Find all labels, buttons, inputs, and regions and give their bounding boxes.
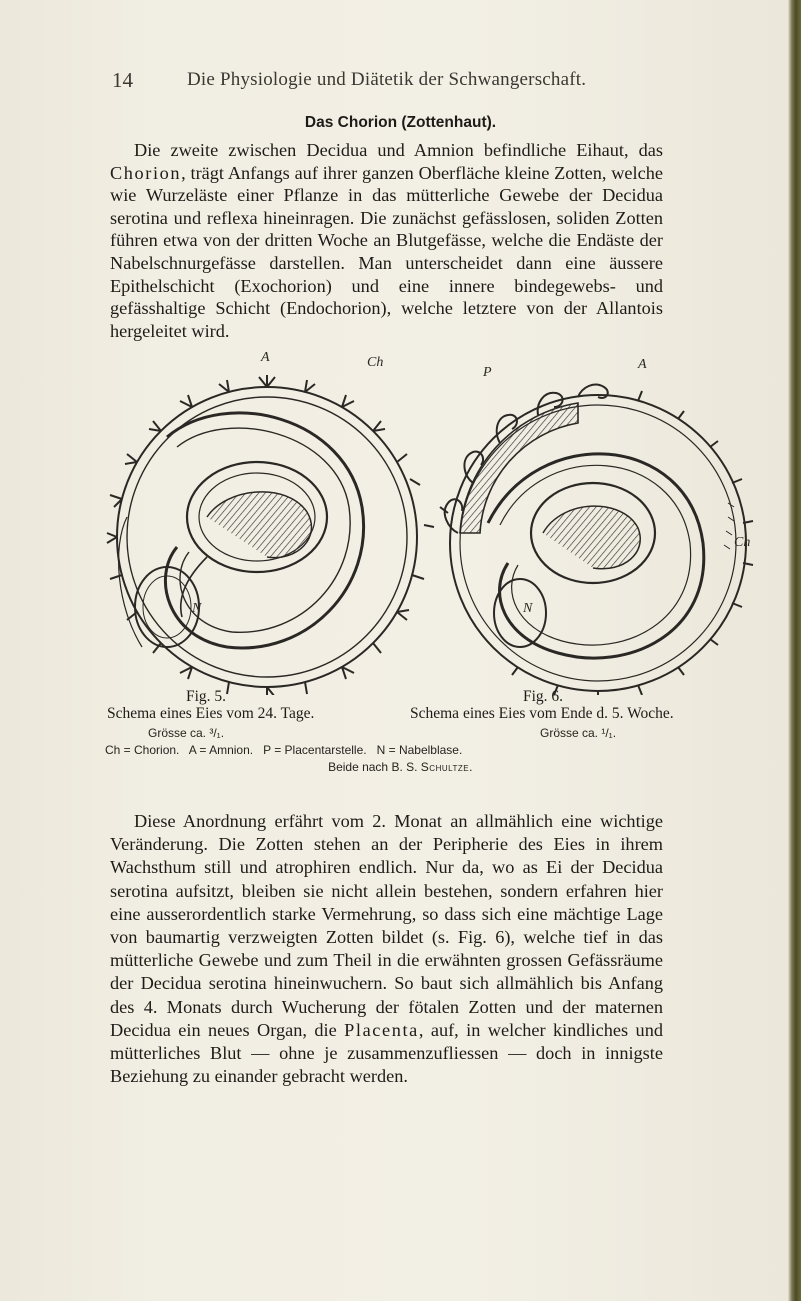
fig5-diagram	[107, 375, 424, 695]
paragraph-chorion	[110, 139, 663, 342]
paragraph-text: , trägt Anfangs auf ihrer ganzen Oberfläche kleine Zotten, welche wie Wurzeläste einer Pflanze in das mütterliche Gewebe der Decidua serotina und reflexa hineinragen. Die zunächst gefässlosen, soliden Zotten führen etwa von der dritten Woche an Blutgefässe, welche die Endäste der Nabelschnurgefässe darstellen. Man unterscheidet dann eine äussere Epithelschicht (Exochorion) und eine innere bindegewebs- und gefässhaltige Schicht (Endochorion), welche letztere von der Allantois hergeleitet wird.	[110, 162, 663, 341]
fig6-number: Fig. 6.	[523, 688, 564, 705]
section-title: Das Chorion (Zottenhaut).	[304, 114, 497, 131]
fig5-title: Schema eines Eies vom 24. Tage.	[107, 705, 315, 722]
fig6-title: Schema eines Eies vom Ende d. 5. Woche.	[410, 705, 674, 722]
figures-block	[100, 350, 790, 695]
figure-source	[0, 760, 801, 774]
fig6-diagram	[410, 385, 753, 695]
fig6-label-amnion: A	[638, 357, 647, 372]
page-number: 14	[112, 68, 133, 92]
paragraph-text: Die zweite zwischen Decidua und Amnion befindliche Eihaut, das	[134, 140, 663, 160]
figure-source-prefix: Beide nach B. S.	[328, 760, 418, 774]
embryo-schema-illustration	[100, 355, 790, 695]
fig5-label-amnion: A	[261, 350, 270, 365]
book-spine-edge	[788, 0, 801, 1301]
paragraph-text: , auf, in welcher kindliches und mütterliches Blut — ohne je zusammenzufliessen — doch in innigste Beziehung zu einander gebracht werden.	[110, 1019, 663, 1087]
paragraph-text: Diese Anordnung erfährt vom 2. Monat an allmählich eine wichtige Veränderung. Die Zotten stehen an der Peripherie des Eies in ihrem Wachsthum still und atrophiren endlich. Nur da, wo as Ei der Decidua serotina aufsitzt, bleiben sie nicht allein bestehen, sondern erfahren hier eine ausserordentlich starke Vermehrung, so dass sich eine mächtige Lage von baumartig verzweigten Zotten bildet (s. Fig. 6), welche tief in das mütterliche Gewebe und zum Theil in die erwähnten grossen Gefässräume der Decidua serotina hineinwuchern. So baut sich allmählich bis Anfang des 4. Monats durch Wucherung der fötalen Zotten und der maternen Decidua ein neues Organ, die	[110, 811, 663, 1040]
figure-legend: Ch = Chorion. A = Amnion. P = Placentarstelle. N = Nabelblase.	[105, 743, 463, 757]
fig6-label-chorion: Ch	[734, 535, 751, 550]
fig5-label-nabelblase: N	[192, 601, 202, 616]
fig5-number: Fig. 5.	[186, 688, 227, 705]
fig5-label-chorion: Ch	[367, 355, 384, 370]
running-head: Die Physiologie und Diätetik der Schwangerschaft.	[187, 69, 587, 90]
fig6-label-nabelblase: N	[523, 601, 533, 616]
paragraph-placenta	[110, 810, 663, 1088]
term-placenta: Placenta	[344, 1019, 419, 1040]
figure-source-author: Schultze.	[420, 760, 473, 774]
fig6-label-placentarstelle: P	[483, 365, 492, 380]
page-header	[112, 68, 652, 96]
fig5-size: Grösse ca. ³/₁.	[148, 726, 225, 740]
term-chorion: Chorion	[110, 162, 182, 183]
fig6-size: Grösse ca. ¹/₁.	[540, 726, 617, 740]
